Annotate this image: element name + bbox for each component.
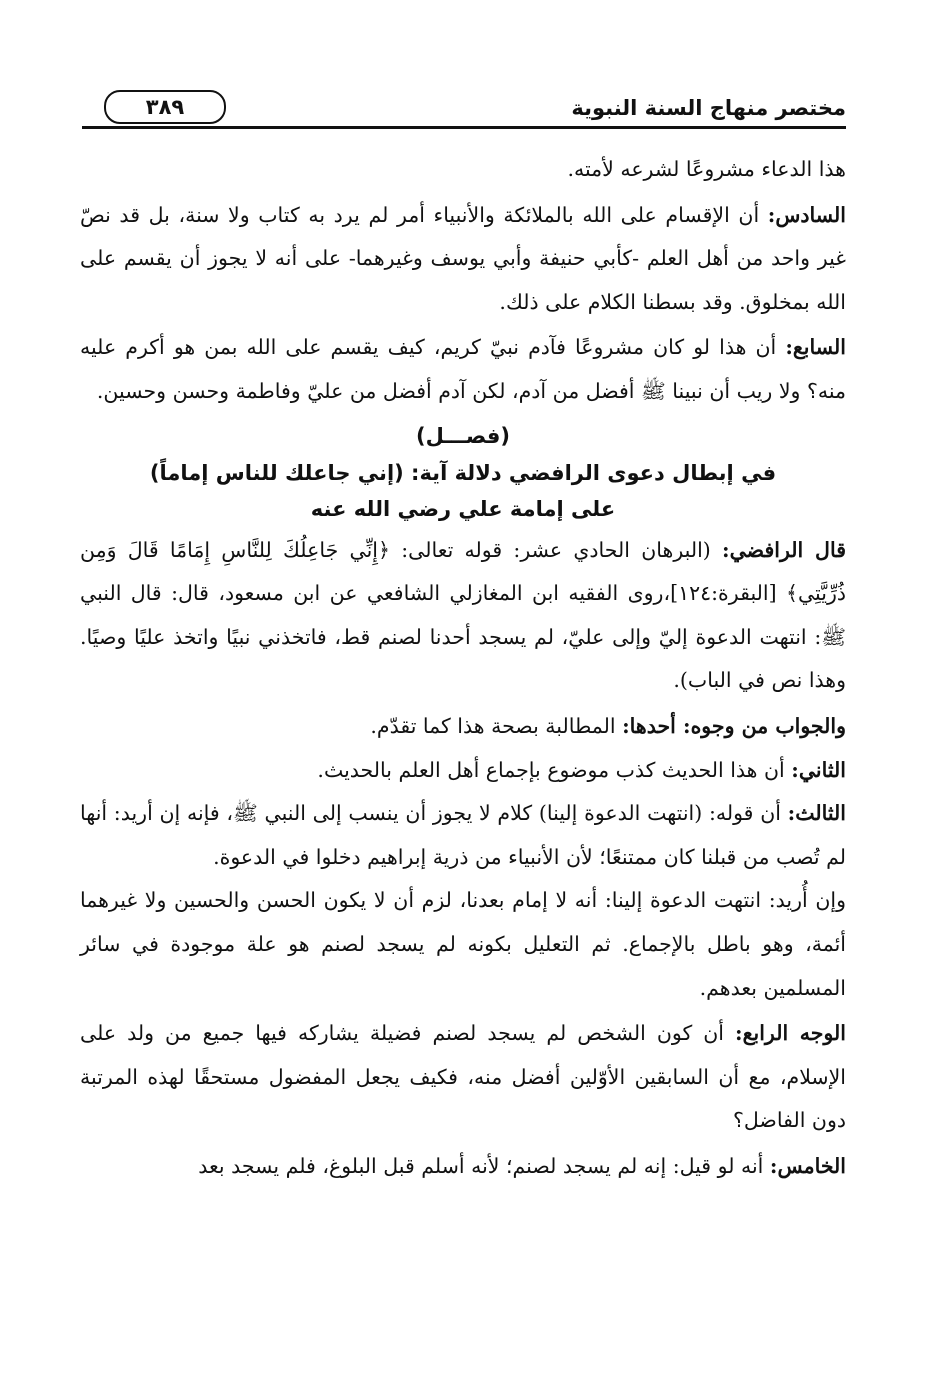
section-heading [80, 418, 846, 527]
paragraph-third [80, 792, 846, 879]
paragraph-fourth [80, 1012, 846, 1143]
paragraph-text: (البرهان الحادي عشر: قوله تعالى: ﴿إِنِّي جَاعِلُكَ لِلنَّاسِ إِمَامًا قَالَ وَمِن ذُرِّيَّتِي﴾ [البقرة:١٢٤]،روى الفقيه ابن المغازلي الشافعي عن ابن مسعود، قال: قال النبي ﷺ: انتهت الدعوة إليّ وإلى عليّ، لم يسجد أحدنا لصنم قط، فاتخذني نبيًا واتخذ عليًا وصيًا. وهذا نص في الباب). [80, 537, 846, 693]
section-title-line2: على إمامة علي رضي الله عنه [310, 496, 616, 521]
paragraph-text: أن هذا لو كان مشروعًا فآدم نبيّ كريم، كيف يقسم على الله بمن هو أكرم عليه منه؟ ولا ريب أن نبينا ﷺ أفضل من آدم، لكن آدم أفضل من عليّ وفاطمة وحسن وحسين. [80, 335, 846, 403]
paragraph-continuation [80, 148, 846, 192]
paragraph-text: المطالبة بصحة هذا كما تقدّم. [370, 713, 623, 738]
paragraph-sixth [80, 194, 846, 325]
page-number-badge: ٣٨٩ [104, 90, 226, 124]
paragraph-text: هذا الدعاء مشروعًا لشرعه لأمته. [567, 157, 846, 181]
paragraph-answer-first [80, 705, 846, 749]
section-fasl: (فصـــل) [416, 423, 510, 448]
paragraph-lead: الوجه الرابع: [735, 1021, 846, 1046]
header-rule [82, 126, 846, 129]
section-title-line1: في إبطال دعوى الرافضي دلالة آية: (إني جاعلك للناس إماماً) [149, 460, 777, 485]
paragraph-rafidi [80, 529, 846, 703]
paragraph-text: أن هذا الحديث كذب موضوع بإجماع أهل العلم بالحديث. [317, 757, 792, 782]
paragraph-lead: السابع: [785, 335, 846, 360]
paragraph-text: أن كون الشخص لم يسجد لصنم فضيلة يشاركه فيها جميع من ولد على الإسلام، مع أن السابقين الأوّلين أفضل منه، فكيف يجعل المفضول مستحقًا لهذه المرتبة دون الفاضل؟ [80, 1021, 846, 1133]
paragraph-text: أنه لو قيل: إنه لم يسجد لصنم؛ لأنه أسلم قبل البلوغ، فلم يسجد بعد [198, 1153, 770, 1178]
paragraph-lead: الثالث: [787, 801, 846, 826]
paragraph-lead: قال الرافضي: [722, 537, 846, 562]
paragraph-seventh [80, 326, 846, 413]
page-header [82, 88, 846, 132]
paragraph-fifth [80, 1145, 846, 1189]
paragraph-second [80, 749, 846, 793]
paragraph-text: وإن أُريد: انتهت الدعوة إلينا: أنه لا إمام بعدنا، لزم أن لا يكون الحسن والحسين ولا غيرهما أئمة، وهو باطل بالإجماع. ثم التعليل بكونه لم يسجد لصنم هو علة موجودة في سائر المسلمين بعدهم. [80, 888, 846, 1000]
paragraph-lead: والجواب من وجوه: أحدها: [622, 713, 846, 738]
book-title: مختصر منهاج السنة النبوية [571, 96, 846, 120]
paragraph-third-cont [80, 879, 846, 1010]
paragraph-text: أن الإقسام على الله بالملائكة والأنبياء أمر لم يرد به كتاب ولا سنة، بل قد نصّ غير واحد من أهل العلم -كأبي حنيفة وأبي يوسف وغيرهما- على أنه لا يجوز أن يقسم على الله بمخلوق. وقد بسطنا الكلام على ذلك. [80, 202, 846, 314]
paragraph-lead: السادس: [767, 202, 846, 227]
page-body [80, 148, 846, 1188]
paragraph-lead: الخامس: [769, 1153, 846, 1178]
paragraph-lead: الثاني: [791, 757, 846, 782]
paragraph-text: أن قوله: (انتهت الدعوة إلينا) كلام لا يجوز أن ينسب إلى النبي ﷺ، فإنه إن أريد: أنها لم تُصب من قبلنا كان ممتنعًا؛ لأن الأنبياء من ذرية إبراهيم دخلوا في الدعوة. [80, 801, 846, 869]
